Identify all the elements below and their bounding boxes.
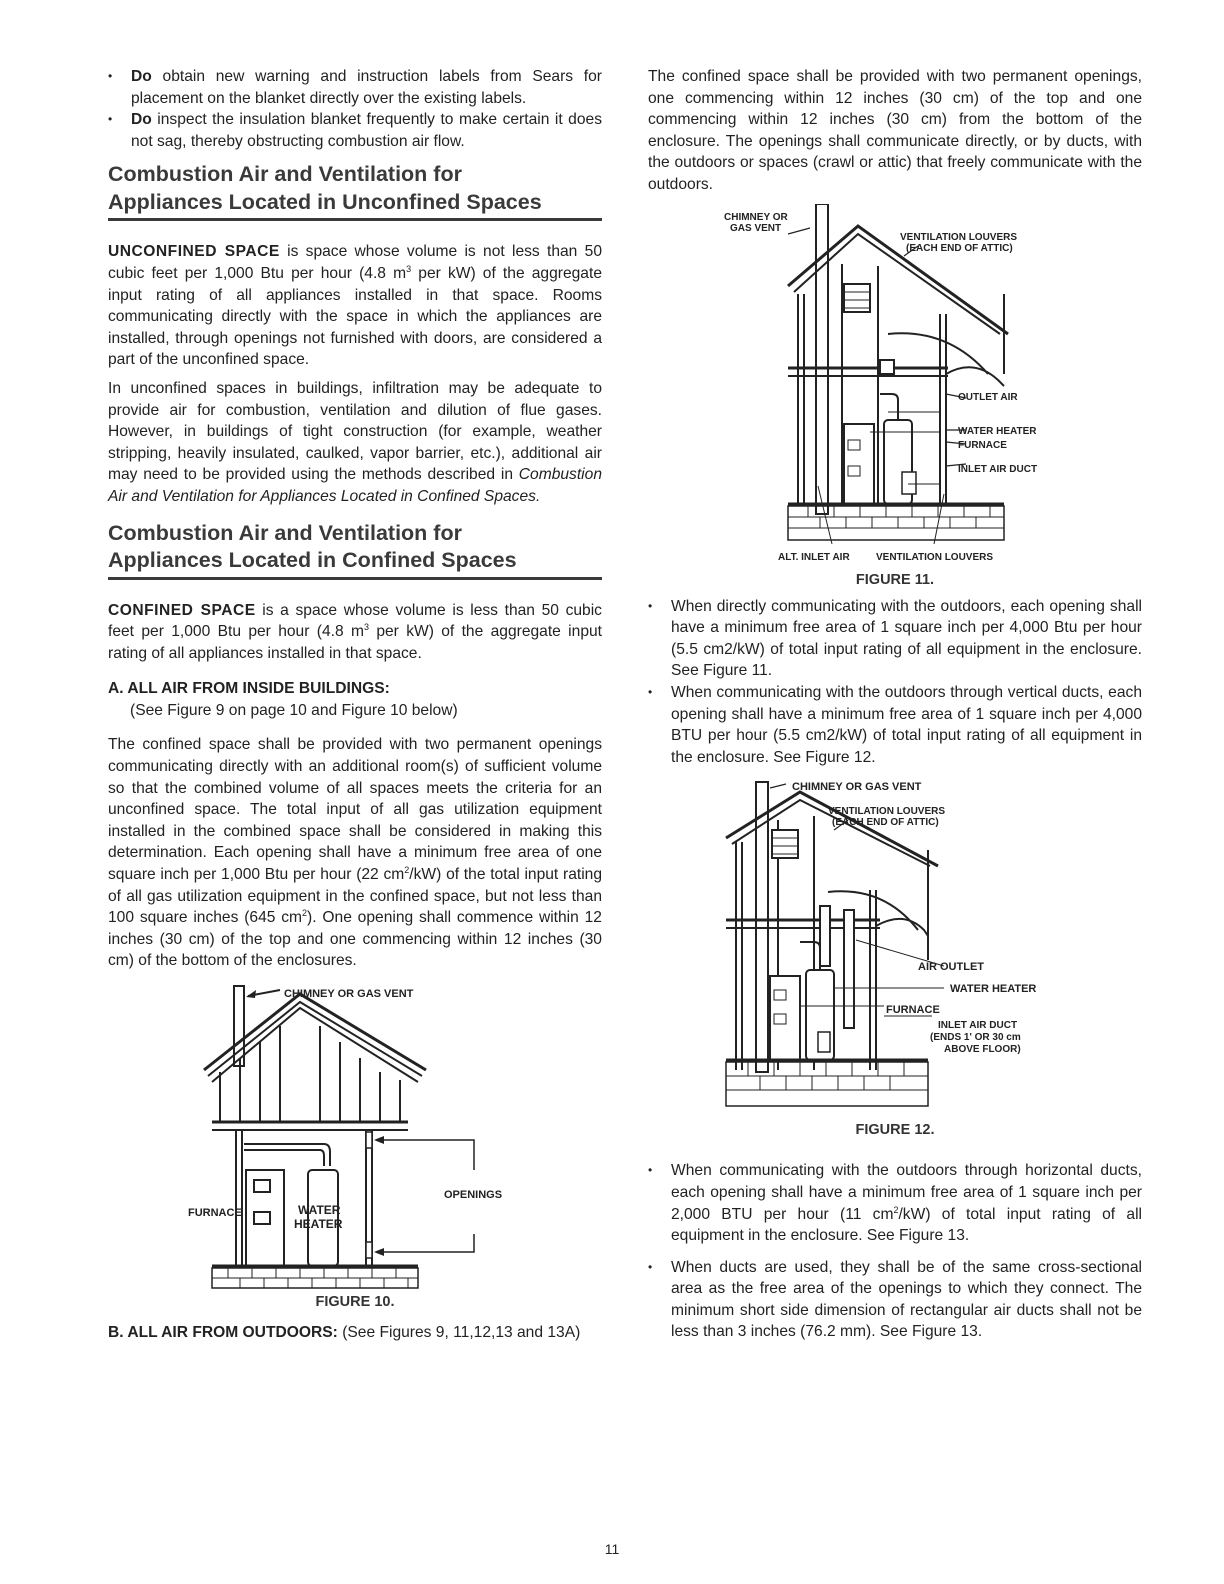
- label-inlet-duct: INLET AIR DUCT: [938, 1020, 1018, 1032]
- label-air-outlet: AIR OUTLET: [918, 961, 984, 974]
- label-inlet-ends: (ENDS 1' OR 30 cm: [930, 1032, 1021, 1044]
- section-a-paragraph: The confined space shall be provided with two permanent openings communicating directly with an additional room(s) of sufficient volume so that the combined volume of all spaces meets the criteria for an unconfined space. The total input of all gas utilization equipment installed in the combined space shall be considered in making this determination. Each opening shall have a minimum free area of one square inch per 1,000 Btu per hour (22 $cm^2/kW$) of the total input rating of all gas utilization equipment in the confined space, but not less than 100 square inches (645 $cm^2$). One opening shall commence within 12 inches (30 cm) of the top and one commencing within 12 inches (30 cm) of the bottom of the enclosures.: [108, 736, 603, 970]
- label-gas-vent: GAS VENT: [730, 222, 782, 234]
- vent-requirements-list: [648, 596, 1142, 769]
- label-heater: HEATER: [294, 1217, 343, 1231]
- heading-rule: [108, 577, 602, 580]
- section-a-note: (See Figure 9 on page 10 and Figure 10 below): [130, 701, 458, 719]
- figure-12: [648, 780, 1142, 1116]
- section-a-title: A. ALL AIR FROM INSIDE BUILDINGS:: [108, 680, 390, 698]
- label-water-heater: WATER HEATER: [950, 983, 1037, 996]
- unconfined-definition: UNCONFINED SPACE is space whose volume is not less than 50 cubic feet per 1,000 Btu per hour (4.8 $m^3$ per kW) of the aggregate input rating of all appliances installed in that space. Rooms communicating directly with the space in which the appliances are installed, through openings not furnished with doors, are considered a part of the unconfined space.: [108, 243, 602, 369]
- label-water-heater: WATER HEATER: [958, 425, 1037, 437]
- figure-11-diagram: [648, 204, 1142, 564]
- list-item: • When communicating with the outdoors through horizontal ducts, each opening shall have a minimum free area of 1 square inch per 2,000 BTU per hour (11 $cm^2/kW$) of total input rating of all equipment in the enclosure. See Figure 13.: [648, 1160, 1142, 1246]
- unconfined-paragraph: In unconfined spaces in buildings, infiltration may be adequate to provide air for combustion, ventilation and dilution of flue gases. However, in buildings of tight construction (for example, weather stripping, heavily insulated, caulked, vapor barrier, etc.), additional air may need to be provided using the methods described in Combustion Air and Ventilation for Appliances Located in Confined Spaces.: [108, 379, 602, 505]
- furnace-shape: [246, 1170, 284, 1266]
- page-number: 11: [604, 1541, 620, 1557]
- heading-confined: Combustion Air and Ventilation for Appliances Located in Confined Spaces: [108, 520, 602, 580]
- label-chimney: CHIMNEY OR: [724, 211, 788, 223]
- list-item: • When ducts are used, they shall be of the same cross-sectional area as the free area of the openings to which they connect. The minimum short side dimension of rectangular air ducts shall not be less than 3 inches (76.2 mm). See Figure 13.: [648, 1257, 1142, 1343]
- list-item: • Do inspect the insulation blanket frequently to make certain it does not sag, thereby obstructing combustion air flow.: [108, 109, 602, 152]
- figure-12-diagram: [648, 780, 1142, 1116]
- figure-12-caption: FIGURE 12.: [855, 1122, 935, 1139]
- list-item: • When directly communicating with the outdoors, each opening shall have a minimum free area of 1 square inch per 4,000 Btu per hour (5.5 cm2/kW) of total input rating of all equipment in the enclosure. See Figure 11.: [648, 596, 1142, 682]
- confined-definition: CONFINED SPACE is a space whose volume is less than 50 cubic feet per 1,000 Btu per hour (4.8 $m^3$ per kW) of the aggregate input rating of all appliances installed in that space.: [108, 601, 602, 662]
- label-chimney: CHIMNEY OR GAS VENT: [792, 781, 922, 794]
- label-each-end: (EACH END OF ATTIC): [832, 817, 939, 829]
- figure-10-caption: FIGURE 10.: [315, 1294, 395, 1310]
- label-inlet: INLET AIR DUCT: [958, 463, 1038, 475]
- label-furnace: FURNACE: [886, 1004, 940, 1017]
- furnace-shape: [844, 424, 874, 504]
- figure-10-diagram: [108, 984, 602, 1290]
- left-column: [108, 66, 602, 1344]
- figure-11: [648, 204, 1142, 564]
- figure-11-caption: FIGURE 11.: [855, 571, 935, 588]
- list-item: • When communicating with the outdoors through vertical ducts, each opening shall have a minimum free area of 1 square inch per 4,000 BTU per hour (5.5 cm2/kW) of total input rating of all equipment in the enclosure. See Figure 12.: [648, 682, 1142, 768]
- label-louvers: VENTILATION LOUVERS: [828, 806, 946, 818]
- figure-10: [108, 984, 602, 1290]
- label-alt-inlet: ALT. INLET AIR: [778, 551, 850, 563]
- heading-unconfined: Combustion Air and Ventilation for Appliances Located in Unconfined Spaces: [108, 161, 602, 221]
- label-openings: OPENINGS: [444, 1189, 503, 1201]
- label-louvers: VENTILATION LOUVERS: [900, 231, 1018, 243]
- label-water: WATER: [298, 1203, 341, 1217]
- chimney-shape: [816, 204, 828, 514]
- label-vent-louvers: VENTILATION LOUVERS: [876, 551, 994, 563]
- label-above-floor: ABOVE FLOOR): [944, 1044, 1021, 1056]
- duct-requirements-list: [648, 1160, 1142, 1343]
- intro-paragraph: The confined space shall be provided with two permanent openings, one commencing within 12 inches (30 cm) of the top and one commencing within 12 inches (30 cm) from the bottom of the enclosure. The openings shall communicate directly, or by ducts, with the outdoors or spaces (crawl or attic) that freely communicate with the outdoors.: [648, 68, 1142, 193]
- precaution-list: [108, 66, 602, 152]
- right-column: [648, 66, 1142, 1343]
- label-furnace: FURNACE: [958, 439, 1007, 451]
- label-each-end: (EACH END OF ATTIC): [906, 242, 1013, 254]
- heading-rule: [108, 218, 602, 221]
- label-chimney: CHIMNEY OR GAS VENT: [284, 988, 414, 1000]
- list-item: • Do obtain new warning and instruction labels from Sears for placement on the blanket directly over the existing labels.: [108, 66, 602, 109]
- label-furnace: FURNACE: [188, 1207, 242, 1219]
- label-outlet: OUTLET AIR: [958, 391, 1018, 403]
- section-b: B. ALL AIR FROM OUTDOORS: (See Figures 9, 11,12,13 and 13A): [108, 1324, 581, 1341]
